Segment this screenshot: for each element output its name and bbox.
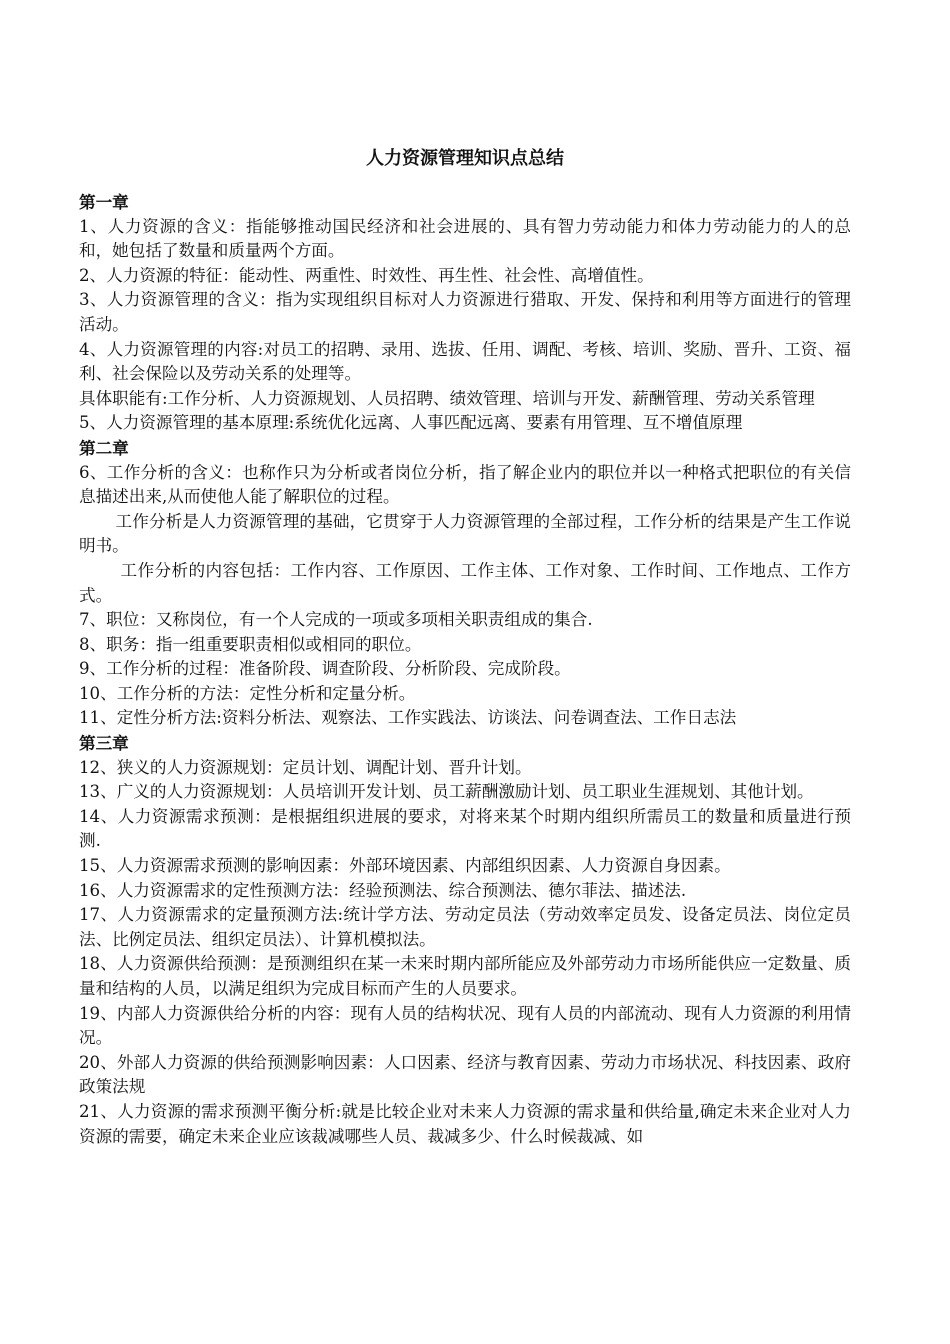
paragraph-indented: 工作分析的内容包括：工作内容、工作原因、工作主体、工作对象、工作时间、工作地点、工作方式。 [79, 560, 851, 605]
chapter-heading: 第三章 [79, 733, 129, 754]
paragraph: 具体职能有:工作分析、人力资源规划、人员招聘、绩效管理、培训与开发、薪酬管理、劳动关系管理 [79, 388, 815, 408]
document-title: 人力资源管理知识点总结 [366, 148, 564, 169]
paragraph: 11、定性分析方法:资料分析法、观察法、工作实践法、访谈法、问卷调查法、工作日志法 [79, 708, 737, 728]
chapter-heading: 第一章 [79, 192, 129, 212]
paragraph: 3、人力资源管理的含义：指为实现组织目标对人力资源进行猎取、开发、保持和利用等方面进行的管理活动。 [79, 290, 851, 334]
paragraph: 4、人力资源管理的内容:对员工的招聘、录用、选拔、任用、调配、考核、培训、奖励、晋升、工资、福利、社会保险以及劳动关系的处理等。 [79, 339, 851, 384]
paragraph: 8、职务：指一组重要职责相似或相同的职位。 [79, 634, 422, 654]
paragraph: 15、人力资源需求预测的影响因素：外部环境因素、内部组织因素、人力资源自身因素。 [79, 856, 731, 876]
document-body [79, 190, 851, 1149]
paragraph: 16、人力资源需求的定性预测方法：经验预测法、综合预测法、德尔菲法、描述法. [79, 880, 687, 900]
paragraph: 10、工作分析的方法：定性分析和定量分析。 [79, 683, 416, 703]
paragraph: 19、内部人力资源供给分析的内容：现有人员的结构状况、现有人员的内部流动、现有人力资源的利用情况。 [79, 1003, 851, 1048]
paragraph: 14、人力资源需求预测：是根据组织进展的要求，对将来某个时期内组织所需员工的数量和质量进行预测. [79, 806, 851, 851]
paragraph: 20、外部人力资源的供给预测影响因素：人口因素、经济与教育因素、劳动力市场状况、科技因素、政府政策法规 [79, 1052, 851, 1097]
paragraph: 1、人力资源的含义：指能够推动国民经济和社会进展的、具有智力劳动能力和体力劳动能力的人的总和，她包括了数量和质量两个方面。 [79, 216, 851, 261]
paragraph: 21、人力资源的需求预测平衡分析:就是比较企业对未来人力资源的需求量和供给量,确定未来企业对人力资源的需要，确定未来企业应该裁减哪些人员、裁减多少、什么时候裁减、如 [79, 1101, 851, 1146]
paragraph: 12、狭义的人力资源规划：定员计划、调配计划、晋升计划。 [79, 757, 532, 777]
paragraph: 18、人力资源供给预测：是预测组织在某一未来时期内部所能应及外部劳动力市场所能供应一定数量、质量和结构的人员，以满足组织为完成目标而产生的人员要求。 [79, 954, 851, 998]
paragraph: 5、人力资源管理的基本原理:系统优化远离、人事匹配远离、要素有用管理、互不增值原理 [79, 413, 743, 433]
paragraph: 2、人力资源的特征：能动性、两重性、时效性、再生性、社会性、高增值性。 [79, 265, 654, 285]
paragraph: 6、工作分析的含义：也称作只为分析或者岗位分析，指了解企业内的职位并以一种格式把职位的有关信息描述出来,从而使他人能了解职位的过程。 [79, 462, 851, 507]
paragraph: 9、工作分析的过程：准备阶段、调查阶段、分析阶段、完成阶段。 [79, 659, 571, 679]
paragraph: 17、人力资源需求的定量预测方法:统计学方法、劳动定员法（劳动效率定员发、设备定员法、岗位定员法、比例定员法、组织定员法）、计算机模拟法。 [79, 905, 851, 949]
chapter-heading: 第二章 [79, 437, 129, 458]
paragraph-indented: 工作分析是人力资源管理的基础，它贯穿于人力资源管理的全部过程，工作分析的结果是产生工作说明书。 [79, 511, 851, 556]
paragraph: 13、广义的人力资源规划：人员培训开发计划、员工薪酬激励计划、员工职业生涯规划、其他计划。 [79, 782, 814, 802]
paragraph: 7、职位：又称岗位，有一个人完成的一项或多项相关职责组成的集合. [79, 610, 593, 630]
